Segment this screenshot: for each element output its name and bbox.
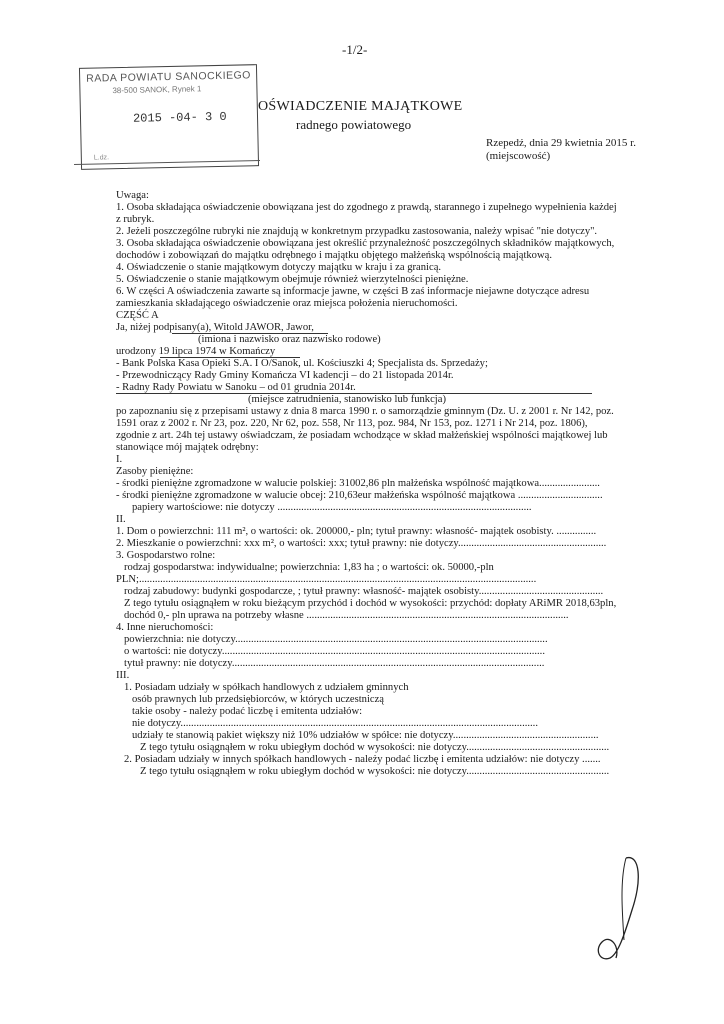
document-line: I. bbox=[116, 454, 123, 465]
document-line: Ja, niżej podpisany(a), Witold JAWOR, Jawor, bbox=[116, 322, 314, 333]
document-line: 4. Oświadczenie o stanie majątkowym dotyczy majątku w kraju i za granicą. bbox=[116, 262, 442, 273]
document-line: urodzony 19 lipca 1974 w Komańczy bbox=[116, 346, 276, 357]
document-line: dochód 0,- pln uprawa na potrzeby własne ................................................................................................... bbox=[124, 610, 569, 621]
document-line: 6. W części A oświadczenia zawarte są informacje jawne, w części B zaś informacje niejawne dotyczące adresu bbox=[116, 286, 590, 297]
document-line: osób prawnych lub przedsiębiorców, w których uczestniczą bbox=[132, 694, 385, 705]
document-line: PLN;...................................................................................................................................................... bbox=[116, 574, 537, 585]
place-date: Rzepedź, dnia 29 kwietnia 2015 r. bbox=[486, 137, 636, 149]
document-line: (miejsce zatrudnienia, stanowisko lub funkcja) bbox=[248, 394, 446, 405]
document-line: Zasoby pieniężne: bbox=[116, 466, 194, 477]
document-line: III. bbox=[116, 670, 130, 681]
document-line: II. bbox=[116, 514, 126, 525]
document-line: po zapoznaniu się z przepisami ustawy z dnia 8 marca 1990 r. o samorządzie gminnym (Dz. U. z 2001 r. Nr 142, poz. bbox=[116, 406, 614, 417]
document-line: 1. Dom o powierzchni: 111 m², o wartości: ok. 200000,- pln; tytuł prawny: własność- majątek osobisty. ............... bbox=[116, 526, 597, 537]
document-line: 3. Gospodarstwo rolne: bbox=[116, 550, 216, 561]
document-line: udziały te stanowią pakiet większy niż 10% udziałów w spółce: nie dotyczy....................................................... bbox=[132, 730, 599, 741]
document-line: CZĘŚĆ A bbox=[116, 310, 159, 321]
document-line: 2. Posiadam udziały w innych spółkach handlowych - należy podać liczbę i emitenta udziałów: nie dotyczy ....... bbox=[124, 754, 601, 765]
document-line: 1. Osoba składająca oświadczenie obowiązana jest do zgodnego z prawdą, starannego i zupełnego wypełnienia każdej bbox=[116, 202, 617, 213]
document-line: 5. Oświadczenie o stanie majątkowym obejmuje również wierzytelności pieniężne. bbox=[116, 274, 469, 285]
place-label: (miejscowość) bbox=[486, 150, 551, 162]
stamp-ldz: L.dz. bbox=[93, 154, 110, 162]
stamp-address: 38-500 SANOK, Rynek 1 bbox=[112, 84, 202, 96]
stamp-institution: RADA POWIATU SANOCKIEGO bbox=[86, 69, 252, 85]
document-line: rodzaj zabudowy: budynki gospodarcze, ; tytuł prawny: własność- majątek osobisty............................................... bbox=[124, 586, 604, 597]
document-line: stanowiące mój majątek odrębny: bbox=[116, 442, 259, 453]
registration-stamp bbox=[79, 64, 259, 170]
document-subtitle: radnego powiatowego bbox=[296, 117, 412, 132]
document-line: Z tego tytułu osiągnąłem w roku ubiegłym dochód w wysokości: nie dotyczy...................................................... bbox=[140, 766, 610, 777]
document-title: OŚWIADCZENIE MAJĄTKOWE bbox=[258, 99, 463, 114]
document-line: 1591 oraz z 2002 r. Nr 23, poz. 220, Nr 62, poz. 558, Nr 113, poz. 984, Nr 153, poz. 1271 i Nr 214, poz. 1806), bbox=[116, 418, 588, 429]
document-line: - środki pieniężne zgromadzone w walucie obcej: 210,63eur małżeńska wspólność majątkowa ................................ bbox=[116, 490, 603, 501]
document-line: Z tego tytułu osiągnąłem w roku bieżącym przychód i dochód w wysokości: przychód: dopłaty ARiMR 2018,63pln, bbox=[124, 598, 617, 609]
document-line: papiery wartościowe: nie dotyczy ................................................................................................ bbox=[132, 502, 532, 513]
document-line: rodzaj gospodarstwa: indywidualne; powierzchnia: 1,83 ha ; o wartości: ok. 50000,-pln bbox=[124, 562, 494, 573]
document-line: (imiona i nazwisko oraz nazwisko rodowe) bbox=[198, 334, 381, 345]
birth-underline bbox=[160, 357, 300, 358]
document-line: z rubryk. bbox=[116, 214, 155, 225]
document-line: zgodnie z art. 24h tej ustawy oświadczam, że posiadam wchodzące w skład małżeńskiej wspólności majątkowej lub bbox=[116, 430, 608, 441]
page-number: -1/2- bbox=[342, 42, 368, 57]
document-line: - Przewodniczący Rady Gminy Komańcza VI kadencji – do 21 listopada 2014r. bbox=[116, 370, 454, 381]
document-line: 2. Mieszkanie o powierzchni: xxx m², o wartości: xxx; tytuł prawny: nie dotyczy........................................................ bbox=[116, 538, 607, 549]
document-line: 2. Jeżeli poszczególne rubryki nie znajdują w konkretnym przypadku zastosowania, należy wpisać "nie dotyczy". bbox=[116, 226, 598, 237]
stamp-date: 2015 -04- 3 0 bbox=[132, 109, 227, 126]
document-line: takie osoby - należy podać liczbę i emitenta udziałów: bbox=[132, 706, 363, 717]
document-line: powierzchnia: nie dotyczy...................................................................................................................... bbox=[124, 634, 548, 645]
document-line: - Radny Rady Powiatu w Sanoku – od 01 grudnia 2014r. bbox=[116, 382, 356, 393]
name-underline bbox=[172, 333, 328, 334]
document-line: Z tego tytułu osiągnąłem w roku ubiegłym dochód w wysokości: nie dotyczy...................................................... bbox=[140, 742, 610, 753]
document-line: dochodów i zobowiązań do majątku odrębnego i majątku objętego małżeńską wspólnością majątkową. bbox=[116, 250, 552, 261]
document-line: nie dotyczy....................................................................................................................................... bbox=[132, 718, 538, 729]
document-line: 1. Posiadam udziały w spółkach handlowych z udziałem gminnych bbox=[124, 682, 409, 693]
document-line: zamieszkania składającego oświadczenie oraz miejsca położenia nieruchomości. bbox=[116, 298, 458, 309]
document-line: o wartości: nie dotyczy.......................................................................................................................... bbox=[124, 646, 545, 657]
document-line: 4. Inne nieruchomości: bbox=[116, 622, 214, 633]
document-line: tytuł prawny: nie dotyczy...................................................................................................................... bbox=[124, 658, 545, 669]
document-line: Uwaga: bbox=[116, 190, 149, 201]
signature bbox=[580, 850, 670, 970]
employment-underline bbox=[116, 393, 592, 394]
document-line: - Bank Polska Kasa Opieki S.A. I O/Sanok, ul. Kościuszki 4; Specjalista ds. Sprzedaży; bbox=[116, 358, 488, 369]
document-line: 3. Osoba składająca oświadczenie obowiązana jest określić przynależność poszczególnych składników majątkowych, bbox=[116, 238, 615, 249]
document-line: - środki pieniężne zgromadzone w walucie polskiej: 31002,86 pln małżeńska wspólność majątkowa....................... bbox=[116, 478, 600, 489]
